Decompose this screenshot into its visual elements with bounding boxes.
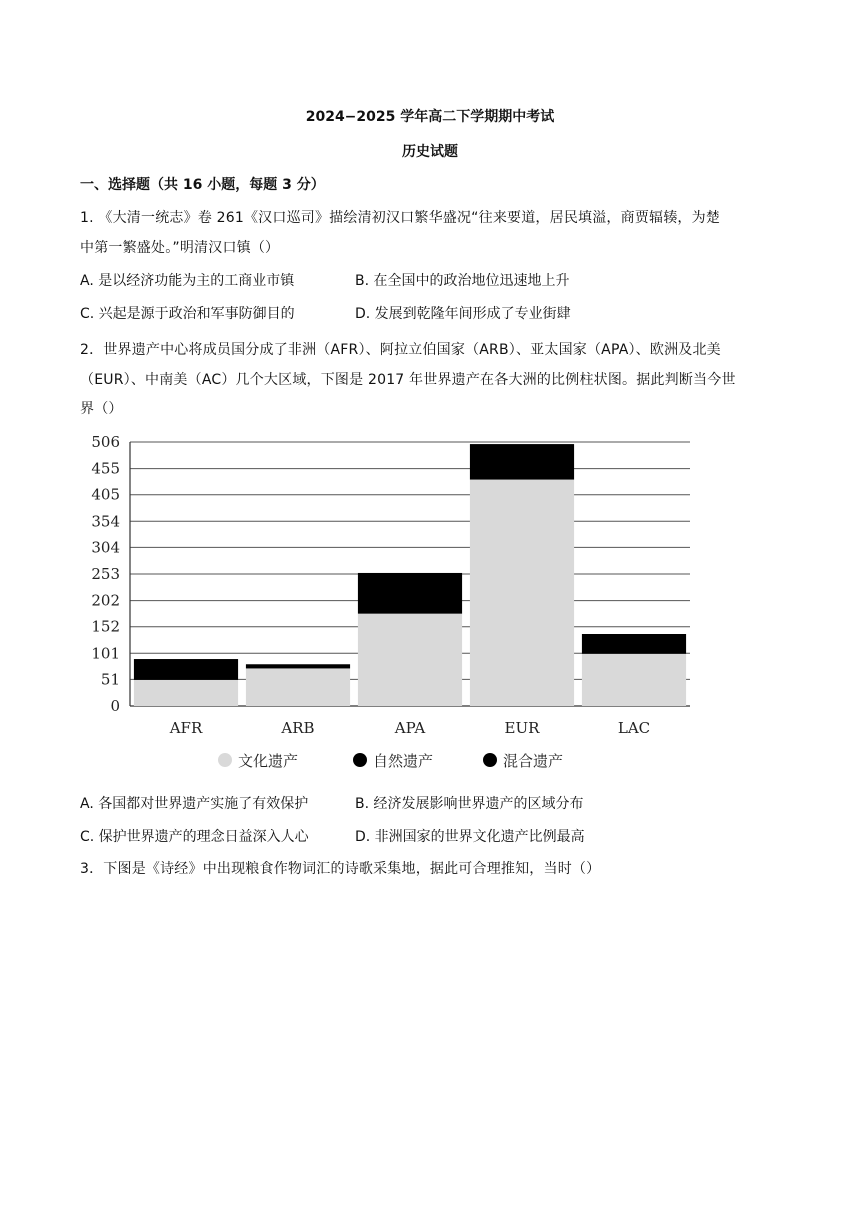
question-1-option-a: A. 是以经济功能为主的工商业市镇 — [80, 273, 295, 289]
y-tick-label: 101 — [91, 644, 120, 663]
question-2-option-c: C. 保护世界遗产的理念日益深入人心 — [80, 829, 309, 845]
question-1-option-d: D. 发展到乾隆年间形成了专业街肆 — [355, 306, 571, 322]
y-tick-label: 253 — [91, 565, 120, 583]
section-heading: 一、选择题（共 16 小题，每题 3 分） — [80, 177, 325, 193]
y-tick-label: 202 — [91, 591, 120, 610]
y-tick-label: 51 — [100, 670, 120, 689]
question-2-line-1: 2．世界遗产中心将成员国分成了非洲（AFR）、阿拉立伯国家（ARB）、亚太国家（APA）、欧洲及北美 — [80, 342, 721, 358]
question-1-option-c: C. 兴起是源于政治和军事防御目的 — [80, 306, 295, 322]
legend-marker — [218, 753, 232, 767]
y-tick-label: 0 — [110, 697, 120, 715]
bar-eur-series-1 — [470, 480, 574, 706]
question-2-option-b: B. 经济发展影响世界遗产的区域分布 — [355, 796, 584, 812]
bar-afr-series-1 — [134, 680, 238, 706]
y-tick-label: 455 — [91, 459, 120, 478]
bar-arb-series-2 — [246, 664, 350, 668]
question-3-line-1: 3．下图是《诗经》中出现粮食作物词汇的诗歌采集地，据此可合理推知，当时（） — [80, 861, 601, 877]
question-2-line-3: 界（） — [80, 401, 123, 417]
x-tick-label: EUR — [504, 719, 540, 737]
question-2-option-d: D. 非洲国家的世界文化遗产比例最高 — [355, 829, 585, 845]
bar-afr-series-2 — [134, 659, 238, 680]
bar-lac-series-2 — [582, 634, 686, 654]
heritage-bar-chart — [80, 425, 700, 780]
question-2-line-2: （EUR）、中南美（AC）几个大区域，下图是 2017 年世界遗产在各大洲的比例柱状图。据此判断当今世 — [80, 372, 736, 388]
legend-label: 自然遗产 — [373, 752, 434, 770]
bar-apa-series-1 — [358, 614, 462, 706]
y-tick-label: 304 — [91, 538, 120, 557]
question-2-option-a: A. 各国都对世界遗产实施了有效保护 — [80, 796, 309, 812]
x-tick-label: APA — [394, 719, 426, 737]
y-tick-label: 354 — [91, 512, 120, 531]
x-tick-label: AFR — [169, 719, 203, 737]
x-tick-label: LAC — [617, 719, 651, 737]
question-1-option-b: B. 在全国中的政治地位迅速地上升 — [355, 273, 570, 289]
y-tick-label: 405 — [91, 485, 120, 504]
page-title: 2024−2025 学年高二下学期期中考试 — [305, 109, 555, 125]
bar-eur-series-2 — [470, 444, 574, 479]
bar-apa-series-2 — [358, 573, 462, 614]
y-tick-label: 152 — [91, 617, 120, 636]
page-subtitle: 历史试题 — [402, 144, 458, 160]
y-tick-label: 506 — [91, 433, 120, 451]
legend-marker — [483, 753, 497, 767]
legend-label: 文化遗产 — [238, 752, 299, 770]
bar-lac-series-1 — [582, 654, 686, 706]
question-1-line-1: 1. 《大清一统志》卷 261《汉口巡司》描绘清初汉口繁华盛况“往来要道，居民填溢，商贾辐辏，为楚 — [80, 210, 721, 226]
bar-arb-series-1 — [246, 668, 350, 706]
x-tick-label: ARB — [281, 719, 315, 737]
legend-label: 混合遗产 — [503, 752, 564, 770]
legend-marker — [353, 753, 367, 767]
question-1-line-2: 中第一繁盛处。”明清汉口镇（） — [80, 240, 280, 256]
